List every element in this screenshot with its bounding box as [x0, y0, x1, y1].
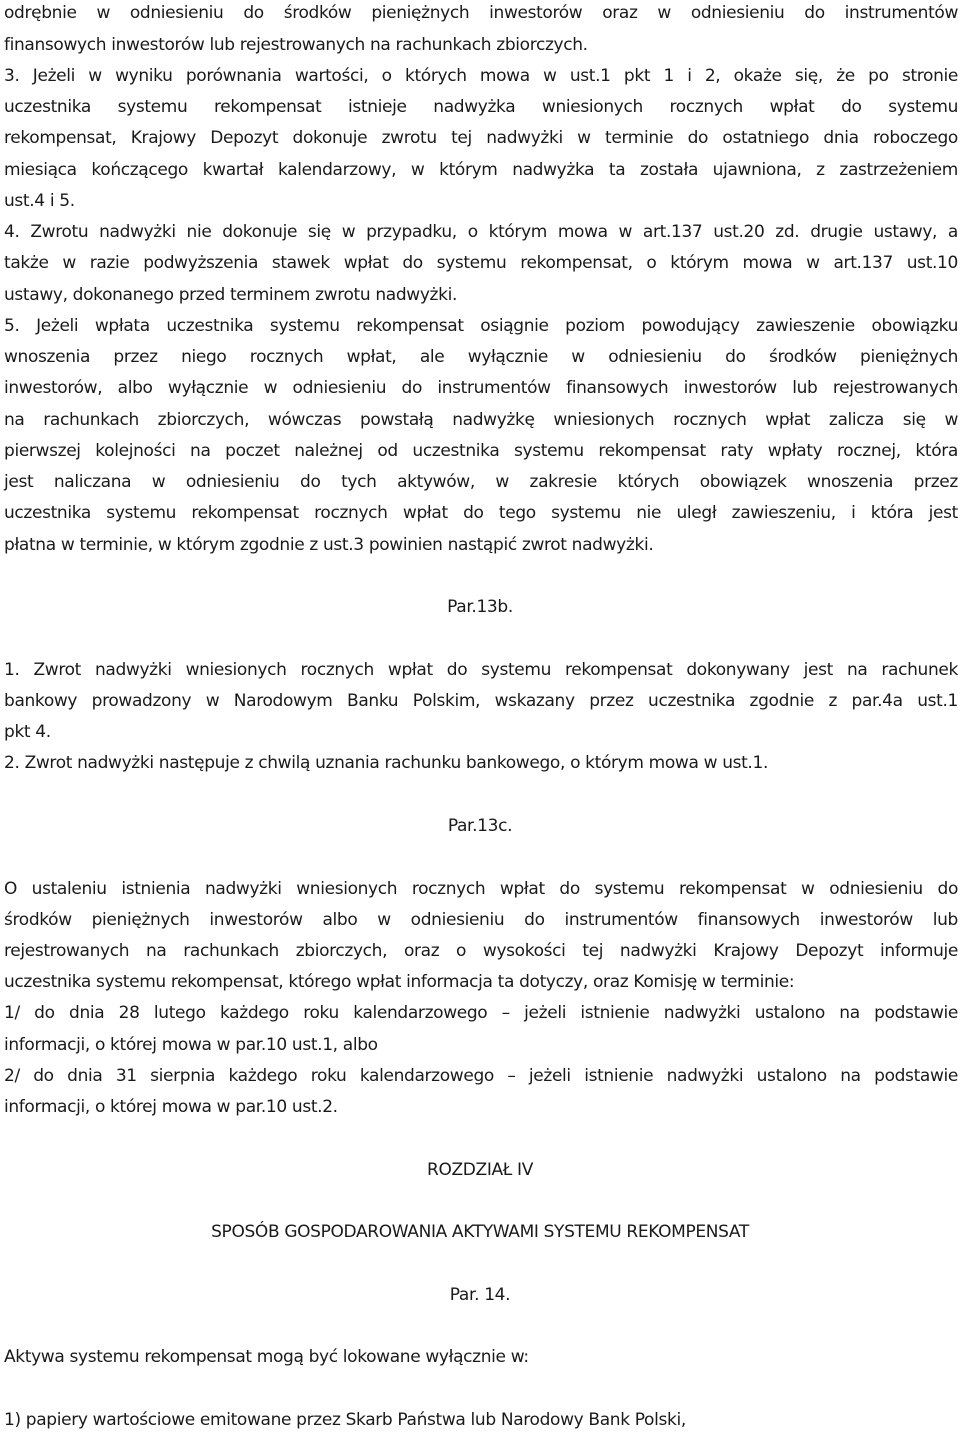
text-line: 1. Zwrot nadwyżki wniesionych rocznych wpłat do systemu rekompensat dokonywany jest na rachunek — [4, 660, 958, 680]
text-line: wnoszenia przez niego rocznych wpłat, ale wyłącznie w odniesieniu do środków pieniężnych — [4, 347, 958, 367]
text-line: informacji, o której mowa w par.10 ust.1, albo — [4, 1035, 378, 1055]
text-line: jest naliczana w odniesieniu do tych aktywów, w zakresie których obowiązek wnoszenia przez — [4, 472, 958, 492]
list-item: 1) papiery wartościowe emitowane przez Skarb Państwa lub Narodowy Bank Polski, — [4, 1410, 686, 1430]
text-line: na rachunkach zbiorczych, wówczas powstałą nadwyżkę wniesionych rocznych wpłat zalicza się w — [4, 410, 958, 430]
text-line: uczestnika systemu rekompensat, którego wpłat informacja ta dotyczy, oraz Komisję w terminie: — [4, 972, 795, 992]
section-heading-13b: Par.13b. — [447, 597, 513, 617]
text-line: 2/ do dnia 31 sierpnia każdego roku kalendarzowego – jeżeli istnienie nadwyżki ustalono na podstawie — [4, 1066, 958, 1086]
text-line: uczestnika systemu rekompensat rocznych wpłat do tego systemu nie uległ zawieszeniu, i która jest — [4, 503, 958, 523]
text-line: informacji, o której mowa w par.10 ust.2. — [4, 1097, 338, 1117]
text-line: 4. Zwrotu nadwyżki nie dokonuje się w przypadku, o którym mowa w art.137 ust.20 zd. drugie ustawy, a — [4, 222, 958, 242]
text-line: ustawy, dokonanego przed terminem zwrotu nadwyżki. — [4, 285, 458, 305]
text-line: uczestnika systemu rekompensat istnieje nadwyżka wniesionych rocznych wpłat do systemu — [4, 97, 958, 117]
text-line: O ustaleniu istnienia nadwyżki wniesionych rocznych wpłat do systemu rekompensat w odniesieniu do — [4, 879, 958, 899]
text-line: rekompensat, Krajowy Depozyt dokonuje zwrotu tej nadwyżki w terminie do ostatniego dnia roboczego — [4, 128, 958, 148]
text-line: pkt 4. — [4, 722, 51, 742]
text-line: miesiąca kończącego kwartał kalendarzowy, w którym nadwyżka ta została ujawniona, z zastrzeżeniem — [4, 160, 958, 180]
text-line: 2. Zwrot nadwyżki następuje z chwilą uznania rachunku bankowego, o którym mowa w ust.1. — [4, 753, 769, 773]
chapter-title: SPOSÓB GOSPODAROWANIA AKTYWAMI SYSTEMU REKOMPENSAT — [211, 1222, 749, 1242]
section-heading-13c: Par.13c. — [447, 816, 513, 836]
text-line: bankowy prowadzony w Narodowym Banku Polskim, wskazany przez uczestnika zgodnie z par.4a ust.1 — [4, 691, 958, 711]
text-line: płatna w terminie, w którym zgodnie z ust.3 powinien nastąpić zwrot nadwyżki. — [4, 535, 654, 555]
chapter-number: ROZDZIAŁ IV — [427, 1160, 533, 1180]
section-heading-14: Par. 14. — [449, 1285, 511, 1305]
text-line: także w razie podwyższenia stawek wpłat do systemu rekompensat, o którym mowa w art.137 ust.10 — [4, 253, 958, 273]
text-line: inwestorów, albo wyłącznie w odniesieniu do instrumentów finansowych inwestorów lub rejestrowanych — [4, 378, 958, 398]
text-line: 1/ do dnia 28 lutego każdego roku kalendarzowego – jeżeli istnienie nadwyżki ustalono na podstawie — [4, 1003, 958, 1023]
text-line: pierwszej kolejności na poczet należnej od uczestnika systemu rekompensat raty wpłaty rocznej, która — [4, 441, 958, 461]
text-line: finansowych inwestorów lub rejestrowanych na rachunkach zbiorczych. — [4, 35, 588, 55]
text-line: Aktywa systemu rekompensat mogą być lokowane wyłącznie w: — [4, 1347, 529, 1367]
text-line: 5. Jeżeli wpłata uczestnika systemu rekompensat osiągnie poziom powodujący zawieszenie obowiązku — [4, 316, 958, 336]
text-line: odrębnie w odniesieniu do środków pieniężnych inwestorów oraz w odniesieniu do instrumentów — [4, 3, 958, 23]
text-line: ust.4 i 5. — [4, 191, 75, 211]
text-line: rejestrowanych na rachunkach zbiorczych, oraz o wysokości tej nadwyżki Krajowy Depozyt informuje — [4, 941, 958, 961]
text-line: 3. Jeżeli w wyniku porównania wartości, o których mowa w ust.1 pkt 1 i 2, okaże się, że po stronie — [4, 66, 958, 86]
text-line: środków pieniężnych inwestorów albo w odniesieniu do instrumentów finansowych inwestorów lub — [4, 910, 958, 930]
